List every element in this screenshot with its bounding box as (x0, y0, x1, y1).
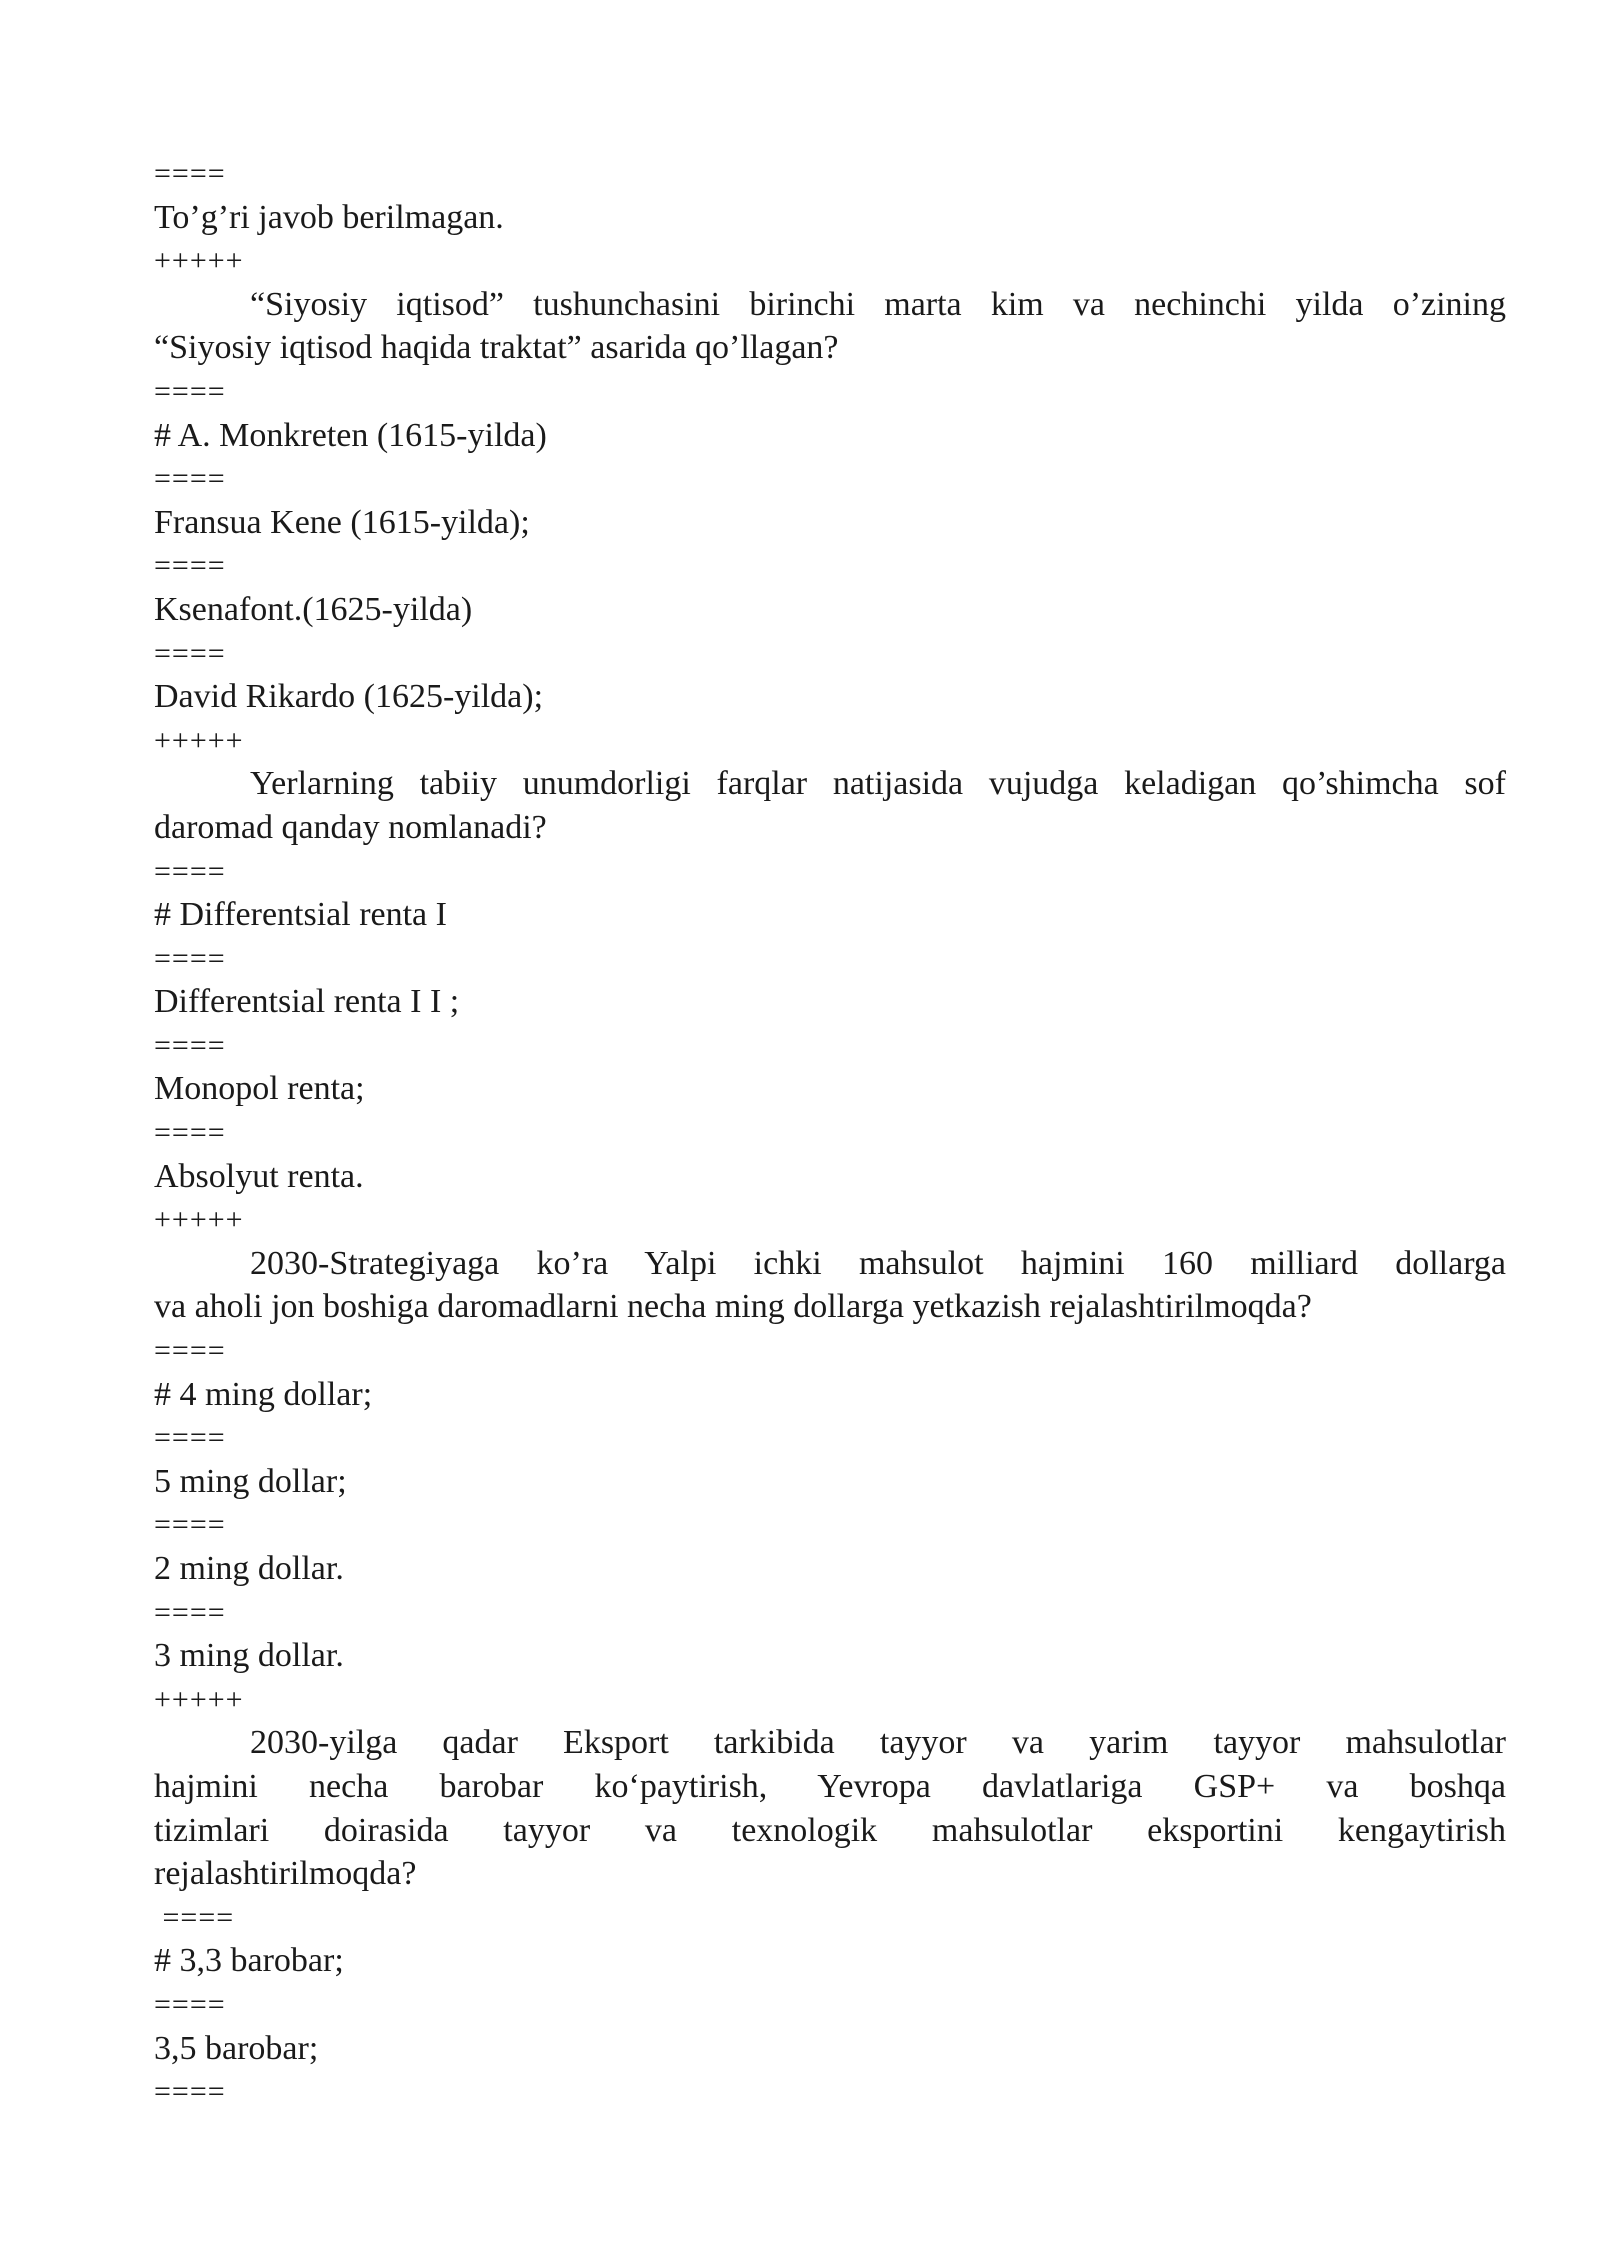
separator-marker: +++++ (154, 723, 244, 757)
separator-marker: ==== (154, 549, 226, 583)
separator-marker: ==== (154, 1421, 226, 1455)
question-text (154, 762, 1506, 849)
answer-option: Fransua Kene (1615-yilda); (154, 503, 530, 541)
answer-option: 3,5 barobar; (154, 2029, 319, 2067)
separator-marker: ==== (154, 374, 226, 408)
separator-marker: +++++ (154, 1682, 244, 1716)
question-line: “Siyosiy iqtisod haqida traktat” asarida qo’llagan? (154, 329, 839, 367)
separator-marker: ==== (154, 2075, 226, 2109)
separator-marker: ==== (154, 1508, 226, 1542)
separator-marker: ==== (154, 1116, 226, 1150)
answer-option: To’g’ri javob berilmagan. (154, 198, 504, 236)
answer-option: # Differentsial renta I (154, 896, 447, 934)
separator-marker: ==== (154, 854, 226, 888)
separator-marker: ==== (154, 1334, 226, 1368)
answer-option: Monopol renta; (154, 1070, 365, 1108)
answer-option: Differentsial renta I I ; (154, 983, 460, 1021)
separator-marker: ==== (154, 1900, 235, 1934)
answer-option: 2 ming dollar. (154, 1550, 344, 1587)
separator-marker: ==== (154, 1595, 226, 1629)
question-line: 2030-yilga qadar Eksport tarkibida tayyor va yarim tayyor mahsulotlar (250, 1724, 1506, 1762)
question-line: Yerlarning tabiiy unumdorligi farqlar natijasida vujudga keladigan qo’shimcha sof (250, 765, 1506, 803)
separator-marker: +++++ (154, 244, 244, 278)
question-line: tizimlari doirasida tayyor va texnologik mahsulotlar eksportini kengaytirish (154, 1811, 1506, 1849)
separator-marker: ==== (154, 157, 226, 190)
question-line: daromad qanday nomlanadi? (154, 808, 547, 846)
separator-marker: +++++ (154, 1203, 244, 1237)
document-page (154, 152, 1506, 2114)
answer-option: David Rikardo (1625-yilda); (154, 678, 544, 716)
question-line: hajmini necha barobar ko‘paytirish, Yevropa davlatlariga GSP+ va boshqa (154, 1767, 1506, 1805)
answer-option: # 4 ming dollar; (154, 1375, 373, 1413)
answer-option: 3 ming dollar. (154, 1637, 344, 1675)
separator-marker: ==== (154, 1987, 226, 2021)
question-text (154, 1242, 1506, 1329)
answer-option: 5 ming dollar; (154, 1462, 347, 1500)
question-line: rejalashtirilmoqda? (154, 1855, 417, 1893)
separator-marker: ==== (154, 1028, 226, 1062)
answer-option: # 3,3 barobar; (154, 1942, 344, 1980)
question-line: va aholi jon boshiga daromadlarni necha ming dollarga yetkazish rejalashtirilmoqda? (154, 1288, 1312, 1326)
answer-option: Absolyut renta. (154, 1157, 364, 1195)
question-line: 2030-Strategiyaga ko’ra Yalpi ichki mahsulot hajmini 160 milliard dollarga (250, 1244, 1506, 1282)
separator-marker: ==== (154, 636, 226, 670)
separator-marker: ==== (154, 941, 226, 975)
answer-option: Ksenafont.(1625-yilda) (154, 590, 473, 628)
question-text (154, 1721, 1506, 1895)
separator-marker: ==== (154, 462, 226, 496)
question-line: “Siyosiy iqtisod” tushunchasini birinchi marta kim va nechinchi yilda o’zining (250, 285, 1506, 323)
question-text (154, 283, 1506, 370)
answer-option: # A. Monkreten (1615-yilda) (154, 416, 547, 454)
